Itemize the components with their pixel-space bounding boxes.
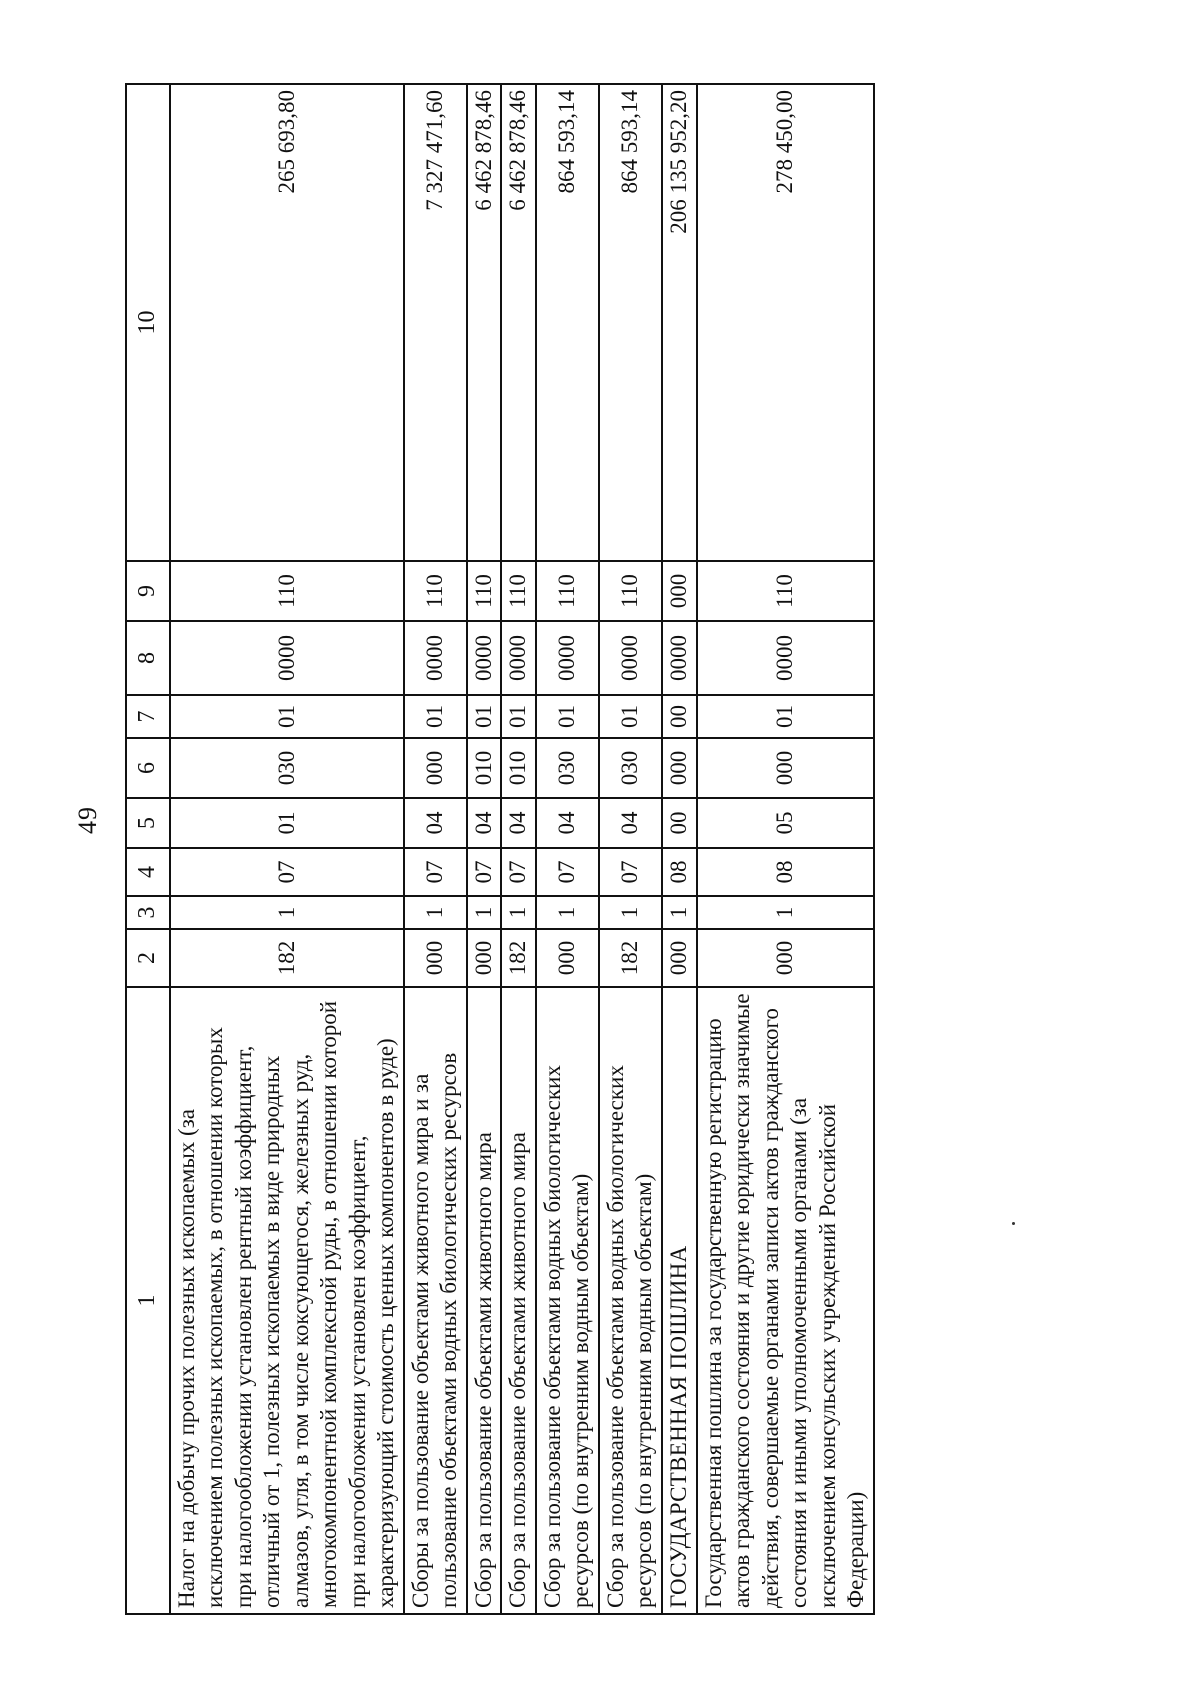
code-cell: 07: [170, 848, 404, 896]
code-cell: 1: [501, 896, 536, 929]
rotated-sheet: [125, 85, 1149, 1615]
code-cell: 04: [404, 798, 467, 848]
code-cell: 000: [697, 738, 874, 798]
scan-speck: [1012, 1222, 1015, 1225]
code-cell: 01: [404, 695, 467, 738]
code-cell: 000: [467, 929, 502, 987]
code-cell: 000: [662, 561, 697, 621]
code-cell: 1: [697, 896, 874, 929]
table-row: [170, 84, 404, 1614]
code-cell: 000: [404, 738, 467, 798]
code-cell: 182: [170, 929, 404, 987]
table-row: [662, 84, 697, 1614]
code-cell: 07: [404, 848, 467, 896]
amount-cell: 6 462 878,46: [501, 84, 536, 561]
code-cell: 0000: [536, 621, 599, 695]
header-row: [126, 84, 170, 1614]
header-cell: 8: [126, 621, 170, 695]
code-cell: 0000: [501, 621, 536, 695]
code-cell: 08: [662, 848, 697, 896]
code-cell: 08: [697, 848, 874, 896]
row-name: Сбор за пользование объектами водных биологических ресурсов (по внутренним водным объектам): [536, 987, 599, 1614]
code-cell: 110: [501, 561, 536, 621]
code-cell: 000: [697, 929, 874, 987]
table-row: [467, 84, 502, 1614]
code-cell: 01: [697, 695, 874, 738]
row-name: Государственная пошлина за государственную регистрацию актов гражданского состояния и другие юридически значимые действия, совершаемые органами записи актов гражданского состояния и иными уполномоченными органами (за исключением консульских учреждений Российской Федерации): [697, 987, 874, 1614]
header-cell: 6: [126, 738, 170, 798]
code-cell: 04: [599, 798, 662, 848]
code-cell: 0000: [599, 621, 662, 695]
amount-cell: 278 450,00: [697, 84, 874, 561]
row-name: Сбор за пользование объектами животного мира: [467, 987, 502, 1614]
code-cell: 000: [662, 738, 697, 798]
row-name: ГОСУДАРСТВЕННАЯ ПОШЛИНА: [662, 987, 697, 1614]
code-cell: 07: [501, 848, 536, 896]
code-cell: 01: [467, 695, 502, 738]
code-cell: 000: [404, 929, 467, 987]
code-cell: 04: [501, 798, 536, 848]
amount-cell: 864 593,14: [536, 84, 599, 561]
code-cell: 01: [170, 695, 404, 738]
code-cell: 1: [536, 896, 599, 929]
code-cell: 01: [170, 798, 404, 848]
header-cell: 2: [126, 929, 170, 987]
code-cell: 0000: [404, 621, 467, 695]
code-cell: 0000: [170, 621, 404, 695]
code-cell: 04: [536, 798, 599, 848]
amount-cell: 265 693,80: [170, 84, 404, 561]
code-cell: 00: [662, 798, 697, 848]
header-cell: 3: [126, 896, 170, 929]
amount-cell: 7 327 471,60: [404, 84, 467, 561]
table-row: [697, 84, 874, 1614]
table-row: [501, 84, 536, 1614]
amount-cell: 6 462 878,46: [467, 84, 502, 561]
code-cell: 030: [599, 738, 662, 798]
code-cell: 07: [536, 848, 599, 896]
code-cell: 000: [536, 929, 599, 987]
header-cell: 5: [126, 798, 170, 848]
code-cell: 110: [467, 561, 502, 621]
table-row: [404, 84, 467, 1614]
code-cell: 0000: [697, 621, 874, 695]
code-cell: 0000: [662, 621, 697, 695]
code-cell: 01: [599, 695, 662, 738]
budget-revenue-table: [125, 83, 875, 1615]
code-cell: 07: [599, 848, 662, 896]
row-name: Сбор за пользование объектами водных биологических ресурсов (по внутренним водным объектам): [599, 987, 662, 1614]
table-row: [599, 84, 662, 1614]
code-cell: 110: [536, 561, 599, 621]
code-cell: 030: [536, 738, 599, 798]
row-name: Налог на добычу прочих полезных ископаемых (за исключением полезных ископаемых, в отношении которых при налогообложении установлен рентный коэффициент, отличный от 1, полезных ископаемых в виде природных алмазов, угля, в том числе коксующегося, железных руд, многокомпонентной комплексной руды, в отношении которой при налогообложении установлен коэффициент, характеризующий стоимость ценных компонентов в руде): [170, 987, 404, 1614]
code-cell: 010: [467, 738, 502, 798]
header-cell: 7: [126, 695, 170, 738]
header-cell: 10: [126, 84, 170, 561]
row-name: Сборы за пользование объектами животного мира и за пользование объектами водных биологических ресурсов: [404, 987, 467, 1614]
code-cell: 1: [599, 896, 662, 929]
code-cell: 030: [170, 738, 404, 798]
row-name: Сбор за пользование объектами животного мира: [501, 987, 536, 1614]
code-cell: 01: [536, 695, 599, 738]
code-cell: 07: [467, 848, 502, 896]
code-cell: 1: [662, 896, 697, 929]
header-cell: 9: [126, 561, 170, 621]
page-number: 49: [73, 806, 102, 834]
code-cell: 110: [599, 561, 662, 621]
code-cell: 05: [697, 798, 874, 848]
code-cell: 1: [170, 896, 404, 929]
code-cell: 182: [501, 929, 536, 987]
code-cell: 00: [662, 695, 697, 738]
table-row: [536, 84, 599, 1614]
code-cell: 1: [467, 896, 502, 929]
header-cell: 4: [126, 848, 170, 896]
code-cell: 1: [404, 896, 467, 929]
code-cell: 110: [404, 561, 467, 621]
code-cell: 000: [662, 929, 697, 987]
code-cell: 010: [501, 738, 536, 798]
code-cell: 0000: [467, 621, 502, 695]
amount-cell: 864 593,14: [599, 84, 662, 561]
code-cell: 110: [697, 561, 874, 621]
header-cell: 1: [126, 987, 170, 1614]
code-cell: 01: [501, 695, 536, 738]
code-cell: 182: [599, 929, 662, 987]
code-cell: 110: [170, 561, 404, 621]
code-cell: 04: [467, 798, 502, 848]
amount-cell: 206 135 952,20: [662, 84, 697, 561]
